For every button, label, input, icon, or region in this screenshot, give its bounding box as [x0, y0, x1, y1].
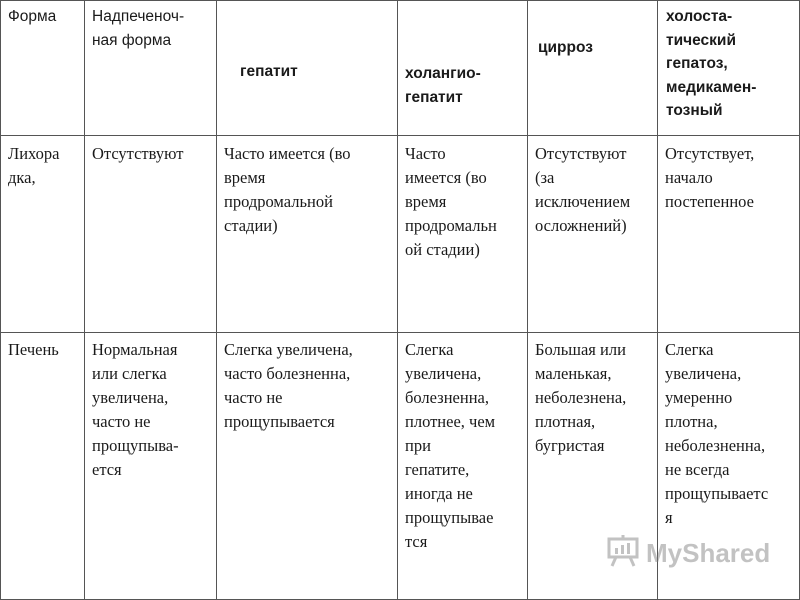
- table-cell: Слегка увеличена, часто болезненна, часто не прощупывается: [224, 340, 353, 431]
- row-label-fever: Лихора дка,: [8, 144, 60, 187]
- header-cell-cholestatic-hepatosis: холоста- тический гепатоз, медикамен- тозный: [666, 8, 757, 119]
- table-cell: Отсутствует, начало постепенное: [665, 144, 755, 211]
- header-cell-form: Форма: [8, 8, 57, 25]
- table-cell: Часто имеется (во время продромальной стадии): [224, 144, 351, 235]
- watermark: [606, 535, 770, 571]
- row-label-liver: Печень: [8, 340, 59, 359]
- table-cell: Отсутствуют (за исключением осложнений): [535, 144, 631, 235]
- table-border: [0, 332, 800, 333]
- presentation-board-icon: [606, 534, 640, 573]
- table-border: [527, 0, 528, 600]
- table-border: [84, 0, 85, 600]
- table-border: [397, 0, 398, 600]
- table-cell: Нормальная или слегка увеличена, часто не прощупыва- ется: [92, 340, 179, 479]
- header-cell-cirrhosis: цирроз: [538, 39, 593, 56]
- table-cell: Часто имеется (во время продромальн ой стадии): [405, 144, 497, 259]
- header-cell-prehepatic: Надпеченоч- ная форма: [92, 8, 185, 49]
- table-cell: Слегка увеличена, умеренно плотна, неболезненна, не всегда прощупываетс я: [665, 340, 769, 527]
- table-cell: Отсутствуют: [92, 144, 184, 163]
- table-border: [0, 135, 800, 136]
- watermark-text: MyShared: [646, 537, 771, 568]
- header-cell-cholangiohepatitis: холангио- гепатит: [405, 65, 481, 106]
- table-cell: Слегка увеличена, болезненна, плотнее, чем при гепатите, иногда не прощупывае тся: [405, 340, 496, 551]
- table-border: [0, 0, 800, 1]
- table-border: [657, 0, 658, 600]
- table-border: [0, 0, 1, 600]
- table-cell: Большая или маленькая, неболезнена, плотная, бугристая: [535, 340, 627, 455]
- table-border: [216, 0, 217, 600]
- header-cell-hepatitis: гепатит: [240, 63, 298, 80]
